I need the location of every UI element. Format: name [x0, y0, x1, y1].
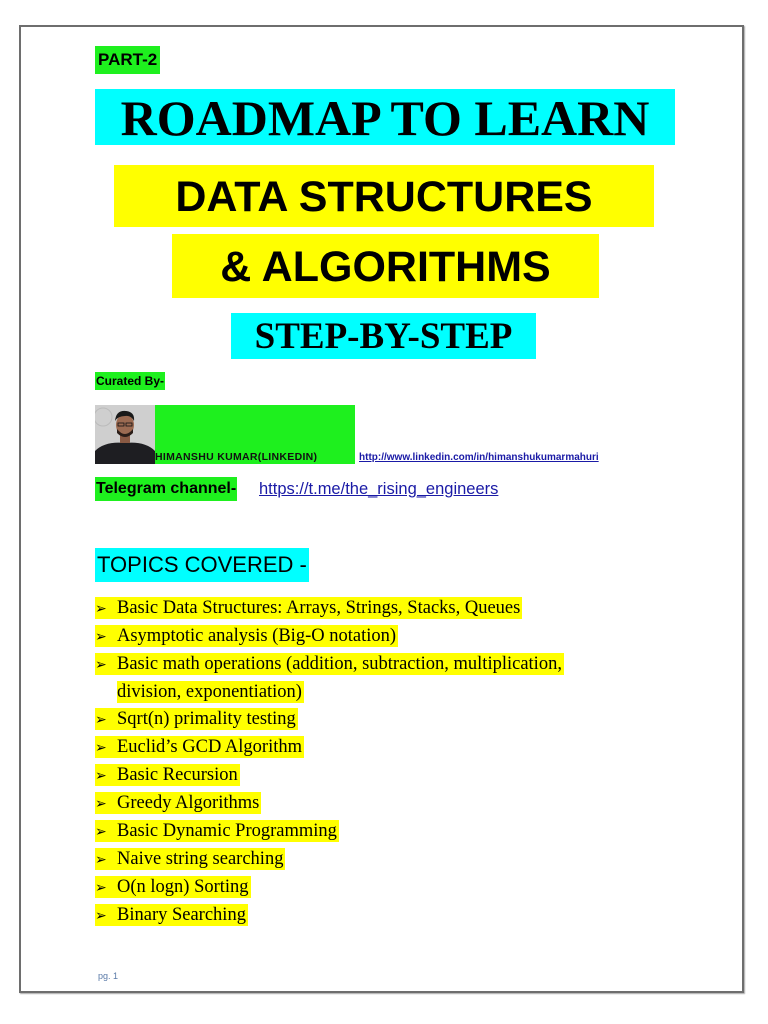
list-item — [95, 595, 564, 623]
arrow-bullet-icon: ➢ — [95, 825, 107, 840]
list-item — [95, 790, 564, 818]
topic-text: Basic Data Structures: Arrays, Strings, Stacks, Queues — [117, 598, 521, 618]
topic-text: Euclid’s GCD Algorithm — [117, 737, 302, 757]
topic-text: Asymptotic analysis (Big-O notation) — [117, 626, 397, 646]
linkedin-link[interactable]: http://www.linkedin.com/in/himanshukumarmahuri — [359, 452, 599, 463]
author-name: HIMANSHU KUMAR(LINKEDIN) — [155, 451, 318, 463]
topic-text: Naive string searching — [117, 849, 284, 869]
list-item — [95, 874, 564, 902]
topic-text: division, exponentiation) — [117, 682, 302, 702]
list-item — [95, 762, 564, 790]
arrow-bullet-icon: ➢ — [95, 909, 107, 924]
topic-text: Basic Recursion — [117, 765, 238, 785]
list-item — [95, 706, 564, 734]
title-step-by-step: STEP-BY-STEP — [231, 313, 536, 359]
person-icon — [95, 405, 155, 464]
arrow-bullet-icon: ➢ — [95, 797, 107, 812]
arrow-bullet-icon: ➢ — [95, 769, 107, 784]
arrow-bullet-icon: ➢ — [95, 853, 107, 868]
title-algorithms: & ALGORITHMS — [172, 234, 599, 298]
arrow-bullet-icon: ➢ — [95, 602, 107, 617]
arrow-bullet-icon: ➢ — [95, 658, 107, 673]
list-item-continuation — [95, 679, 564, 706]
telegram-label: Telegram channel- — [95, 477, 237, 501]
topic-text: Sqrt(n) primality testing — [117, 709, 296, 729]
curated-by-label: Curated By- — [96, 374, 165, 388]
arrow-bullet-icon: ➢ — [95, 741, 107, 756]
part-label: PART-2 — [95, 46, 160, 74]
list-item — [95, 651, 564, 679]
topic-text: Greedy Algorithms — [117, 793, 260, 813]
page-number: pg. 1 — [98, 971, 119, 981]
topic-text: Binary Searching — [117, 905, 246, 925]
topics-heading: TOPICS COVERED - — [95, 548, 309, 582]
document-page — [19, 25, 744, 993]
list-item — [95, 623, 564, 651]
arrow-bullet-icon: ➢ — [95, 630, 107, 645]
topics-list — [95, 595, 564, 930]
list-item — [95, 902, 564, 930]
topic-text: Basic math operations (addition, subtraction, multiplication, — [117, 654, 562, 674]
telegram-link[interactable]: https://t.me/the_rising_engineers — [259, 480, 499, 498]
topic-text: Basic Dynamic Programming — [117, 821, 337, 841]
title-roadmap: ROADMAP TO LEARN — [95, 89, 675, 145]
list-item — [95, 846, 564, 874]
title-data-structures: DATA STRUCTURES — [114, 165, 654, 227]
arrow-bullet-icon: ➢ — [95, 881, 107, 896]
list-item — [95, 818, 564, 846]
topic-text: O(n logn) Sorting — [117, 877, 249, 897]
author-photo — [95, 405, 155, 464]
arrow-bullet-icon: ➢ — [95, 713, 107, 728]
list-item — [95, 734, 564, 762]
